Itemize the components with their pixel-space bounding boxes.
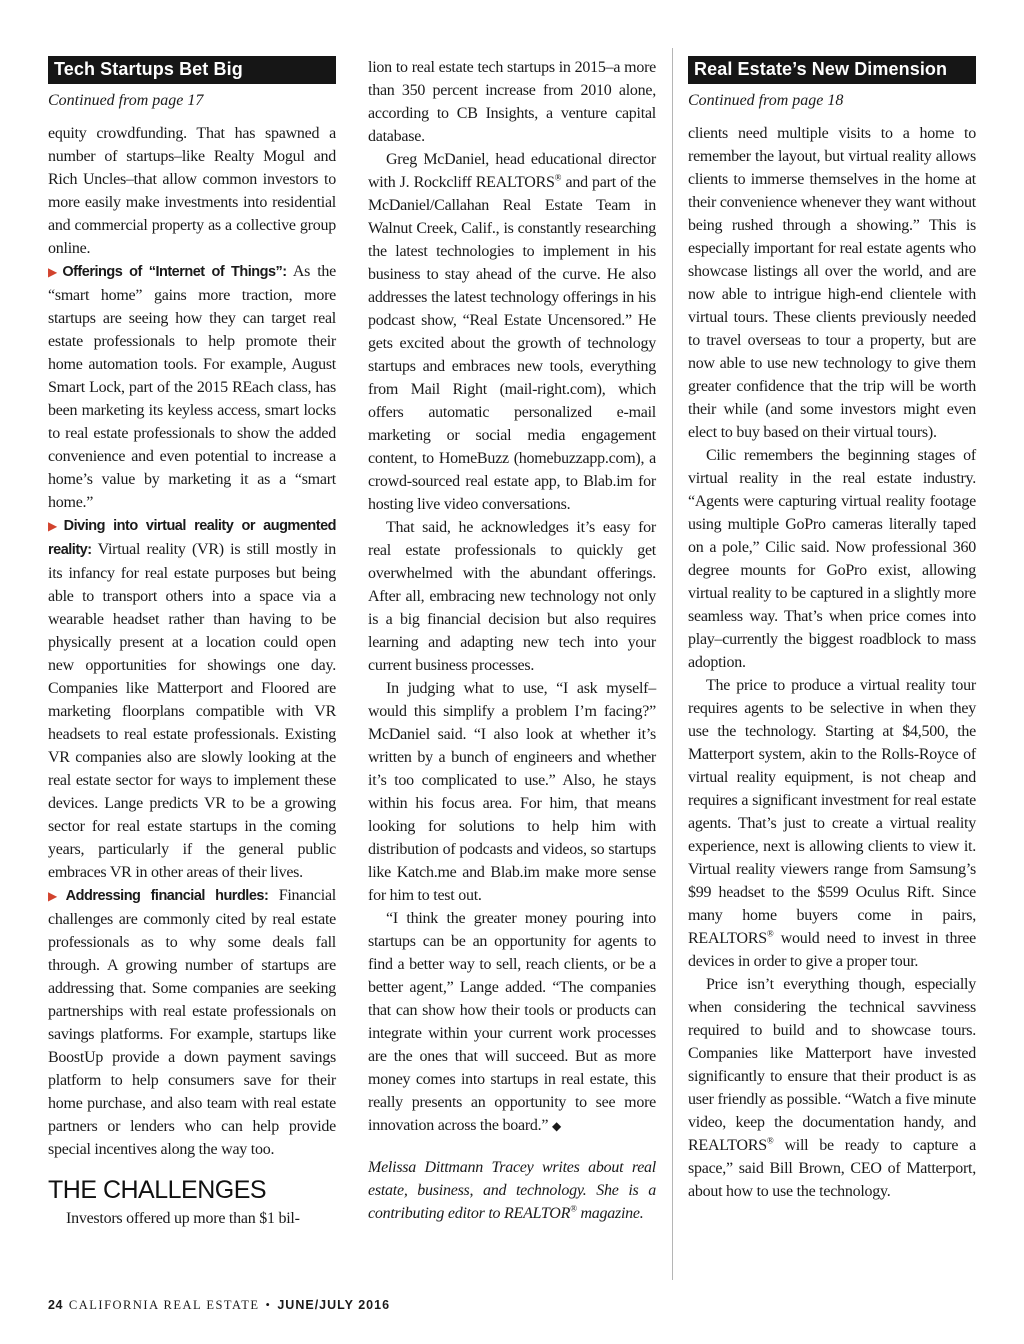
registered-mark: ®	[554, 172, 562, 183]
continued-note: Continued from page 18	[688, 92, 844, 109]
paragraph	[688, 973, 976, 1203]
arrow-bullet-icon: ▶	[48, 265, 61, 279]
paragraph: Investors offered up more than $1 bil-	[66, 1210, 300, 1227]
arrow-bullet-icon: ▶	[48, 519, 62, 533]
issue-date: JUNE/JULY 2016	[277, 1298, 391, 1312]
column-middle	[368, 56, 656, 1225]
column-right	[688, 56, 976, 1203]
bio-text: Melissa Dittmann Tracey writes about real estate, business, and technology. She is a contributing editor to REALTOR	[368, 1159, 656, 1222]
paragraph-text: The price to produce a virtual reality tour requires agents to be selective in when they use the technology. Starting at $4,500, the Matterport system, akin to the Rolls-Royce of virtual reality equipment, is not cheap and requires a significant investment for real estate agents. That’s just to create a virtual reality experience, next is allowing clients to view it. Virtual reality viewers range from Samsung’s $99 headset to the $599 Oculus Rift. Since many home buyers come in pairs, REALTORS	[688, 677, 976, 947]
arrow-bullet-icon: ▶	[48, 889, 64, 903]
paragraph-text: As the “smart home” gains more traction, more startups are seeing how they can target real estate professionals to help promote their home automation tools. For example, August Smart Lock, part of the 2015 REach class, has been marketing its keyless access, smart locks to real estate professionals to show the added convenience and even potential to increase a home’s value by marketing it as a “smart home.”	[48, 263, 336, 511]
registered-mark: ®	[766, 1135, 774, 1146]
column-divider	[672, 48, 673, 1280]
bio-text: magazine.	[576, 1205, 644, 1222]
paragraph	[368, 907, 656, 1138]
paragraph-text: “I think the greater money pouring into startups can be an opportunity for agents to find a better way to sell, reach clients, or be a better agent,” Lange added. “The companies that can show how their tools or products can integrate within your current work processes are the ones that will succeed. But as more money comes into startups in real estate, this really presents an opportunity to see more innovation across the board.”	[368, 910, 656, 1134]
paragraph-text: Greg McDaniel, head educational director with J. Rockcliff REALTORS	[368, 151, 656, 191]
column-left	[48, 56, 336, 1230]
lead-in-vr: Diving into virtual reality or augmented reality:	[48, 518, 336, 558]
lead-in-financial: Addressing financial hurdles:	[65, 888, 269, 904]
paragraph	[688, 674, 976, 973]
paragraph-text: will be ready to capture a space,” said Bill Brown, CEO of Matterport, about how to use the technology.	[688, 1137, 976, 1200]
continued-note: Continued from page 17	[48, 92, 204, 109]
paragraph-vr	[48, 514, 336, 884]
paragraph: clients need multiple visits to a home to remember the layout, but virtual reality allows clients to immerse themselves in the home at their convenience whenever they want without being rushed through a showing.” This is especially important for real estate agents who showcase listings all over the world, and are now able to intrigue high-end clientele with virtual tours. These clients previously needed to travel overseas to tour a property, but are now able to use new technology to give them greater confidence that the trip will be worth their while (and some investors might even elect to buy based on their virtual tours).	[688, 125, 976, 441]
paragraph: equity crowdfunding. That has spawned a number of startups–like Realty Mogul and Rich Uncles–that allow common investors to more easily make investments into residential and commercial property as a collective group online.	[48, 125, 336, 257]
section-header-real-estate-dimension: Real Estate’s New Dimension	[688, 56, 976, 84]
paragraph: In judging what to use, “I ask myself–would this simplify a problem I’m facing?” McDaniel said. “I also look at whether it’s written by a bunch of engineers and whether it’s too complicated to use.” Also, he stays within his focus area. For him, that means looking for solutions to help him with distribution of podcasts and videos, so startups like Katch.me and Blab.im make more sense for him to test out.	[368, 680, 656, 904]
page-footer	[48, 1298, 390, 1313]
paragraph-text: Financial challenges are commonly cited by real estate professionals as to why some deals fall through. A growing number of startups are addressing that. Some companies are seeking partnerships with real estate professionals on savings platforms. For example, startups like BoostUp provide a down payment savings platform to help consumers save for their home purchase, and also team with real estate partners or lenders who can help provide special incentives along the way too.	[48, 887, 336, 1158]
paragraph-financial	[48, 884, 336, 1161]
section-header-tech-startups: Tech Startups Bet Big	[48, 56, 336, 84]
paragraph-text: Virtual reality (VR) is still mostly in its infancy for real estate purposes but being able to transport others into a space via a wearable headset rather than having to be physically present at a location could open new opportunities for showings one day. Companies like Matterport and Floored are marketing floorplans compatible with VR headsets to real estate professionals. Existing VR companies also are slowly looking at the real estate sector for ways to implement these devices. Lange predicts VR to be a growing sector for real estate startups in the coming years, particularly if the general public embraces VR in other areas of their lives.	[48, 541, 337, 881]
paragraph-text: would need to invest in three devices in order to give a proper tour.	[688, 930, 976, 970]
paragraph-iot	[48, 260, 336, 514]
paragraph	[368, 148, 656, 516]
subheading-challenges: THE CHALLENGES	[48, 1176, 267, 1204]
author-bio	[368, 1156, 656, 1225]
registered-mark: ®	[570, 1203, 577, 1214]
paragraph-text: Price isn’t everything though, especially when considering the technical savviness required to build and to showcase tours. Companies like Matterport have invested significantly to ensure that their product is as user friendly as possible. “Watch a five minute video, keep the documentation handy, and REALTORS	[688, 976, 976, 1154]
registered-mark: ®	[766, 928, 774, 939]
end-mark-icon: ◆	[552, 1119, 561, 1133]
paragraph: Cilic remembers the beginning stages of virtual reality in the real estate industry. “Agents were capturing virtual reality footage using multiple GoPro cameras literally taped on a pole,” Cilic said. Now professional 360 degree mounts for GoPro exist, allowing virtual reality to be captured in a slightly more seamless way. That’s when price comes into play–currently the biggest roadblock to mass adoption.	[688, 447, 976, 671]
paragraph: lion to real estate tech startups in 2015–a more than 350 percent increase from 2010 alone, according to CB Insights, a venture capital database.	[368, 59, 656, 145]
paragraph: That said, he acknowledges it’s easy for real estate professionals to quickly get overwhelmed with the abundant offerings. After all, embracing new technology not only is a big financial decision but also requires learning and adapting new tech into your current business processes.	[368, 519, 656, 674]
footer-bullet: •	[265, 1298, 272, 1312]
page-number: 24	[48, 1298, 63, 1312]
paragraph-text: and part of the McDaniel/Callahan Real Estate Team in Walnut Creek, Calif., is constantly researching the latest technologies to implement in his business to stay ahead of the curve. He also addresses the latest technology offerings in his podcast show, “Real Estate Uncensored.” He gets excited about the growth of technology startups and embraces new tools, everything from Mail Right (mail-right.com), which offers automatic personalized e-mail marketing or social media engagement content, to HomeBuzz (homebuzzapp.com), a crowd-sourced real estate app, to Blab.im for hosting live video conversations.	[368, 174, 657, 513]
lead-in-iot: Offerings of “Internet of Things”:	[62, 264, 287, 280]
publication-name: CALIFORNIA REAL ESTATE	[68, 1298, 260, 1312]
